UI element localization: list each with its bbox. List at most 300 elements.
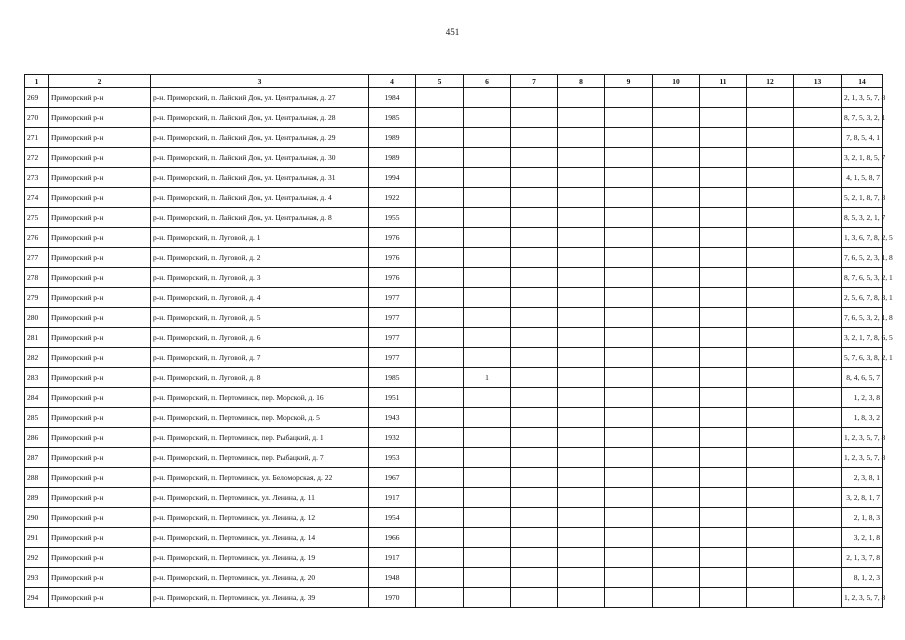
address-cell: р-н. Приморский, п. Лайский Док, ул. Центральная, д. 31 — [151, 168, 369, 188]
column-10-cell — [653, 548, 700, 568]
column-12-cell — [747, 228, 794, 248]
address-cell: р-н. Приморский, п. Лайский Док, ул. Центральная, д. 30 — [151, 148, 369, 168]
column-13-cell — [794, 228, 842, 248]
district-cell: Приморский р-н — [49, 468, 151, 488]
column-10-cell — [653, 228, 700, 248]
address-cell: р-н. Приморский, п. Лайский Док, ул. Центральная, д. 4 — [151, 188, 369, 208]
column-5-cell — [416, 408, 464, 428]
column-9-cell — [605, 208, 653, 228]
column-header: 1 — [25, 75, 49, 88]
column-11-cell — [700, 588, 747, 608]
column-8-cell — [558, 148, 605, 168]
column-12-cell — [747, 88, 794, 108]
column-8-cell — [558, 468, 605, 488]
column-14-cell: 2, 3, 8, 1 — [842, 468, 883, 488]
table-row — [25, 488, 883, 508]
column-8-cell — [558, 448, 605, 468]
column-6-cell — [464, 328, 511, 348]
column-9-cell — [605, 268, 653, 288]
column-10-cell — [653, 448, 700, 468]
column-10-cell — [653, 368, 700, 388]
address-cell: р-н. Приморский, п. Луговой, д. 5 — [151, 308, 369, 328]
year-cell: 1951 — [369, 388, 416, 408]
column-13-cell — [794, 368, 842, 388]
column-9-cell — [605, 428, 653, 448]
column-13-cell — [794, 88, 842, 108]
district-cell: Приморский р-н — [49, 388, 151, 408]
address-cell: р-н. Приморский, п. Пертоминск, пер. Морской, д. 5 — [151, 408, 369, 428]
column-9-cell — [605, 368, 653, 388]
row-number-cell: 292 — [25, 548, 49, 568]
address-cell: р-н. Приморский, п. Лайский Док, ул. Центральная, д. 29 — [151, 128, 369, 148]
column-5-cell — [416, 388, 464, 408]
table-row — [25, 348, 883, 368]
column-9-cell — [605, 328, 653, 348]
column-5-cell — [416, 568, 464, 588]
column-9-cell — [605, 188, 653, 208]
column-12-cell — [747, 268, 794, 288]
column-5-cell — [416, 108, 464, 128]
column-11-cell — [700, 268, 747, 288]
address-cell: р-н. Приморский, п. Лайский Док, ул. Центральная, д. 28 — [151, 108, 369, 128]
year-cell: 1953 — [369, 448, 416, 468]
column-6-cell — [464, 268, 511, 288]
address-cell: р-н. Приморский, п. Луговой, д. 4 — [151, 288, 369, 308]
column-9-cell — [605, 108, 653, 128]
column-6-cell — [464, 348, 511, 368]
table-row — [25, 268, 883, 288]
column-13-cell — [794, 588, 842, 608]
column-11-cell — [700, 188, 747, 208]
column-7-cell — [511, 88, 558, 108]
column-14-cell: 2, 1, 8, 3 — [842, 508, 883, 528]
column-12-cell — [747, 388, 794, 408]
row-number-cell: 290 — [25, 508, 49, 528]
table-body — [25, 88, 893, 608]
column-13-cell — [794, 148, 842, 168]
column-header: 2 — [49, 75, 151, 88]
column-5-cell — [416, 548, 464, 568]
column-13-cell — [794, 208, 842, 228]
table-row — [25, 88, 883, 108]
column-7-cell — [511, 508, 558, 528]
column-8-cell — [558, 568, 605, 588]
column-8-cell — [558, 428, 605, 448]
column-5-cell — [416, 348, 464, 368]
column-12-cell — [747, 508, 794, 528]
column-8-cell — [558, 348, 605, 368]
column-6-cell — [464, 468, 511, 488]
column-8-cell — [558, 88, 605, 108]
row-number-cell: 294 — [25, 588, 49, 608]
column-11-cell — [700, 108, 747, 128]
district-cell: Приморский р-н — [49, 308, 151, 328]
column-6-cell — [464, 428, 511, 448]
column-13-cell — [794, 328, 842, 348]
table-row — [25, 428, 883, 448]
column-12-cell — [747, 588, 794, 608]
column-9-cell — [605, 308, 653, 328]
column-header: 7 — [511, 75, 558, 88]
column-8-cell — [558, 528, 605, 548]
column-10-cell — [653, 428, 700, 448]
column-8-cell — [558, 108, 605, 128]
column-9-cell — [605, 88, 653, 108]
column-7-cell — [511, 448, 558, 468]
district-cell: Приморский р-н — [49, 368, 151, 388]
year-cell: 1922 — [369, 188, 416, 208]
column-7-cell — [511, 348, 558, 368]
column-10-cell — [653, 348, 700, 368]
year-cell: 1932 — [369, 428, 416, 448]
column-11-cell — [700, 348, 747, 368]
column-12-cell — [747, 108, 794, 128]
column-14-cell: 8, 7, 5, 3, 2, 1 — [842, 108, 883, 128]
address-cell: р-н. Приморский, п. Луговой, д. 7 — [151, 348, 369, 368]
column-14-cell: 3, 2, 1, 7, 8, 6, 5 — [842, 328, 883, 348]
column-14-cell: 2, 1, 3, 5, 7, 8 — [842, 88, 883, 108]
table-row — [25, 168, 883, 188]
column-9-cell — [605, 148, 653, 168]
row-number-cell: 276 — [25, 228, 49, 248]
column-5-cell — [416, 468, 464, 488]
column-5-cell — [416, 148, 464, 168]
column-header: 6 — [464, 75, 511, 88]
address-cell: р-н. Приморский, п. Луговой, д. 8 — [151, 368, 369, 388]
row-number-cell: 272 — [25, 148, 49, 168]
column-10-cell — [653, 108, 700, 128]
column-12-cell — [747, 188, 794, 208]
column-6-cell — [464, 488, 511, 508]
column-5-cell — [416, 128, 464, 148]
column-12-cell — [747, 448, 794, 468]
column-6-cell — [464, 228, 511, 248]
housing-registry-table — [24, 74, 893, 608]
table-row — [25, 228, 883, 248]
row-number-cell: 275 — [25, 208, 49, 228]
address-cell: р-н. Приморский, п. Луговой, д. 3 — [151, 268, 369, 288]
column-10-cell — [653, 408, 700, 428]
year-cell: 1970 — [369, 588, 416, 608]
address-cell: р-н. Приморский, п. Пертоминск, ул. Ленина, д. 20 — [151, 568, 369, 588]
address-cell: р-н. Приморский, п. Пертоминск, ул. Ленина, д. 12 — [151, 508, 369, 528]
column-9-cell — [605, 468, 653, 488]
column-9-cell — [605, 508, 653, 528]
column-5-cell — [416, 248, 464, 268]
column-13-cell — [794, 488, 842, 508]
address-cell: р-н. Приморский, п. Пертоминск, пер. Морской, д. 16 — [151, 388, 369, 408]
district-cell: Приморский р-н — [49, 508, 151, 528]
column-5-cell — [416, 268, 464, 288]
column-6-cell — [464, 308, 511, 328]
table-row — [25, 368, 883, 388]
column-7-cell — [511, 548, 558, 568]
column-14-cell: 2, 1, 3, 7, 8 — [842, 548, 883, 568]
table-row — [25, 508, 883, 528]
column-8-cell — [558, 128, 605, 148]
year-cell: 1977 — [369, 348, 416, 368]
column-header: 4 — [369, 75, 416, 88]
column-11-cell — [700, 408, 747, 428]
column-9-cell — [605, 248, 653, 268]
column-7-cell — [511, 208, 558, 228]
column-9-cell — [605, 228, 653, 248]
column-12-cell — [747, 288, 794, 308]
column-6-cell — [464, 508, 511, 528]
column-10-cell — [653, 528, 700, 548]
column-7-cell — [511, 248, 558, 268]
column-14-cell: 3, 2, 1, 8, 5, 7 — [842, 148, 883, 168]
address-cell: р-н. Приморский, п. Лайский Док, ул. Центральная, д. 27 — [151, 88, 369, 108]
column-13-cell — [794, 568, 842, 588]
column-14-cell: 4, 1, 5, 8, 7 — [842, 168, 883, 188]
district-cell: Приморский р-н — [49, 528, 151, 548]
column-6-cell — [464, 208, 511, 228]
column-6-cell — [464, 388, 511, 408]
column-8-cell — [558, 508, 605, 528]
column-14-cell: 7, 6, 5, 3, 2, 1, 8 — [842, 308, 883, 328]
column-9-cell — [605, 168, 653, 188]
column-11-cell — [700, 388, 747, 408]
column-10-cell — [653, 388, 700, 408]
row-number-cell: 279 — [25, 288, 49, 308]
table-row — [25, 188, 883, 208]
column-9-cell — [605, 548, 653, 568]
row-number-cell: 287 — [25, 448, 49, 468]
column-13-cell — [794, 408, 842, 428]
column-8-cell — [558, 288, 605, 308]
column-12-cell — [747, 408, 794, 428]
column-9-cell — [605, 348, 653, 368]
column-9-cell — [605, 128, 653, 148]
column-5-cell — [416, 508, 464, 528]
column-header: 8 — [558, 75, 605, 88]
column-5-cell — [416, 368, 464, 388]
column-7-cell — [511, 148, 558, 168]
column-14-cell: 7, 6, 5, 2, 3, 1, 8 — [842, 248, 883, 268]
column-7-cell — [511, 588, 558, 608]
column-8-cell — [558, 388, 605, 408]
address-cell: р-н. Приморский, п. Пертоминск, пер. Рыбацкий, д. 7 — [151, 448, 369, 468]
column-header: 13 — [794, 75, 842, 88]
address-cell: р-н. Приморский, п. Пертоминск, ул. Ленина, д. 19 — [151, 548, 369, 568]
column-5-cell — [416, 328, 464, 348]
column-14-cell: 1, 2, 3, 5, 7, 8 — [842, 588, 883, 608]
column-13-cell — [794, 388, 842, 408]
district-cell: Приморский р-н — [49, 188, 151, 208]
row-number-cell: 274 — [25, 188, 49, 208]
address-cell: р-н. Приморский, п. Пертоминск, ул. Ленина, д. 39 — [151, 588, 369, 608]
row-number-cell: 293 — [25, 568, 49, 588]
column-7-cell — [511, 228, 558, 248]
column-13-cell — [794, 188, 842, 208]
column-11-cell — [700, 568, 747, 588]
table-row — [25, 248, 883, 268]
column-8-cell — [558, 208, 605, 228]
column-11-cell — [700, 368, 747, 388]
district-cell: Приморский р-н — [49, 548, 151, 568]
address-cell: р-н. Приморский, п. Луговой, д. 6 — [151, 328, 369, 348]
column-11-cell — [700, 168, 747, 188]
row-number-cell: 283 — [25, 368, 49, 388]
column-11-cell — [700, 448, 747, 468]
address-cell: р-н. Приморский, п. Луговой, д. 1 — [151, 228, 369, 248]
column-7-cell — [511, 408, 558, 428]
column-5-cell — [416, 208, 464, 228]
column-6-cell — [464, 248, 511, 268]
column-5-cell — [416, 428, 464, 448]
table-row — [25, 388, 883, 408]
column-6-cell — [464, 408, 511, 428]
column-7-cell — [511, 108, 558, 128]
year-cell: 1984 — [369, 88, 416, 108]
district-cell: Приморский р-н — [49, 268, 151, 288]
column-8-cell — [558, 228, 605, 248]
column-5-cell — [416, 188, 464, 208]
column-12-cell — [747, 208, 794, 228]
column-12-cell — [747, 568, 794, 588]
row-number-cell: 288 — [25, 468, 49, 488]
column-14-cell: 8, 7, 6, 5, 3, 2, 1 — [842, 268, 883, 288]
column-5-cell — [416, 288, 464, 308]
column-5-cell — [416, 448, 464, 468]
district-cell: Приморский р-н — [49, 148, 151, 168]
column-5-cell — [416, 488, 464, 508]
column-13-cell — [794, 128, 842, 148]
column-10-cell — [653, 128, 700, 148]
column-13-cell — [794, 448, 842, 468]
year-cell: 1917 — [369, 488, 416, 508]
column-10-cell — [653, 568, 700, 588]
column-9-cell — [605, 488, 653, 508]
year-cell: 1943 — [369, 408, 416, 428]
column-14-cell: 3, 2, 8, 1, 7 — [842, 488, 883, 508]
column-7-cell — [511, 268, 558, 288]
column-12-cell — [747, 488, 794, 508]
column-7-cell — [511, 488, 558, 508]
column-13-cell — [794, 468, 842, 488]
column-11-cell — [700, 88, 747, 108]
column-9-cell — [605, 408, 653, 428]
column-8-cell — [558, 368, 605, 388]
year-cell: 1967 — [369, 468, 416, 488]
table-row — [25, 148, 883, 168]
year-cell: 1977 — [369, 308, 416, 328]
column-6-cell — [464, 288, 511, 308]
district-cell: Приморский р-н — [49, 488, 151, 508]
column-14-cell: 1, 8, 3, 2 — [842, 408, 883, 428]
column-7-cell — [511, 288, 558, 308]
table-row — [25, 108, 883, 128]
year-cell: 1955 — [369, 208, 416, 228]
address-cell: р-н. Приморский, п. Пертоминск, ул. Ленина, д. 14 — [151, 528, 369, 548]
district-cell: Приморский р-н — [49, 128, 151, 148]
year-cell: 1977 — [369, 328, 416, 348]
table-row — [25, 128, 883, 148]
column-14-cell: 2, 5, 6, 7, 8, 3, 1 — [842, 288, 883, 308]
row-number-cell: 271 — [25, 128, 49, 148]
column-12-cell — [747, 328, 794, 348]
column-10-cell — [653, 308, 700, 328]
column-7-cell — [511, 528, 558, 548]
column-11-cell — [700, 548, 747, 568]
district-cell: Приморский р-н — [49, 248, 151, 268]
row-number-cell: 289 — [25, 488, 49, 508]
column-13-cell — [794, 508, 842, 528]
row-number-cell: 291 — [25, 528, 49, 548]
district-cell: Приморский р-н — [49, 348, 151, 368]
district-cell: Приморский р-н — [49, 288, 151, 308]
column-8-cell — [558, 488, 605, 508]
address-cell: р-н. Приморский, п. Пертоминск, ул. Ленина, д. 11 — [151, 488, 369, 508]
column-8-cell — [558, 328, 605, 348]
column-6-cell — [464, 88, 511, 108]
column-8-cell — [558, 548, 605, 568]
column-9-cell — [605, 528, 653, 548]
column-10-cell — [653, 488, 700, 508]
column-5-cell — [416, 588, 464, 608]
column-13-cell — [794, 288, 842, 308]
column-10-cell — [653, 88, 700, 108]
column-14-cell: 1, 3, 6, 7, 8, 2, 5 — [842, 228, 883, 248]
column-7-cell — [511, 468, 558, 488]
column-11-cell — [700, 128, 747, 148]
district-cell: Приморский р-н — [49, 88, 151, 108]
table-row — [25, 528, 883, 548]
table-row — [25, 468, 883, 488]
column-5-cell — [416, 228, 464, 248]
column-12-cell — [747, 368, 794, 388]
address-cell: р-н. Приморский, п. Луговой, д. 2 — [151, 248, 369, 268]
column-13-cell — [794, 528, 842, 548]
column-header: 10 — [653, 75, 700, 88]
column-8-cell — [558, 188, 605, 208]
column-7-cell — [511, 368, 558, 388]
row-number-cell: 269 — [25, 88, 49, 108]
row-number-cell: 286 — [25, 428, 49, 448]
column-10-cell — [653, 588, 700, 608]
year-cell: 1976 — [369, 228, 416, 248]
address-cell: р-н. Приморский, п. Пертоминск, пер. Рыбацкий, д. 1 — [151, 428, 369, 448]
table-row — [25, 548, 883, 568]
column-14-cell: 5, 7, 6, 3, 8, 2, 1 — [842, 348, 883, 368]
row-number-cell: 281 — [25, 328, 49, 348]
column-12-cell — [747, 248, 794, 268]
column-14-cell: 8, 1, 2, 3 — [842, 568, 883, 588]
column-10-cell — [653, 188, 700, 208]
column-7-cell — [511, 428, 558, 448]
column-header: 11 — [700, 75, 747, 88]
table-row — [25, 288, 883, 308]
column-11-cell — [700, 228, 747, 248]
district-cell: Приморский р-н — [49, 228, 151, 248]
row-number-cell: 277 — [25, 248, 49, 268]
column-11-cell — [700, 308, 747, 328]
year-cell: 1985 — [369, 108, 416, 128]
column-14-cell: 1, 2, 3, 5, 7, 8 — [842, 428, 883, 448]
column-6-cell — [464, 128, 511, 148]
year-cell: 1917 — [369, 548, 416, 568]
column-14-cell: 5, 2, 1, 8, 7, 3 — [842, 188, 883, 208]
column-12-cell — [747, 128, 794, 148]
column-14-cell: 8, 5, 3, 2, 1, 7 — [842, 208, 883, 228]
column-10-cell — [653, 248, 700, 268]
column-7-cell — [511, 128, 558, 148]
column-7-cell — [511, 568, 558, 588]
column-12-cell — [747, 468, 794, 488]
column-8-cell — [558, 168, 605, 188]
column-11-cell — [700, 528, 747, 548]
